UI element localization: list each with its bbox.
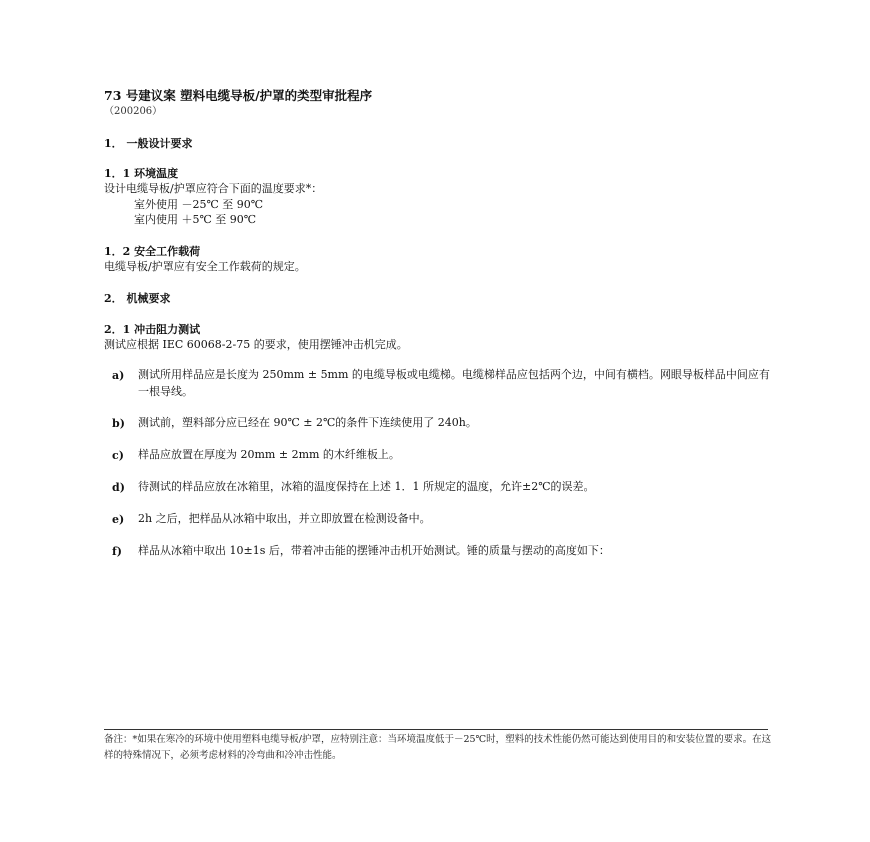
outdoor-temperature: 室外使用 －25℃ 至 90℃	[134, 198, 264, 211]
footnote-divider	[104, 729, 768, 730]
list-item-label: b)	[112, 417, 125, 430]
list-item-label: e)	[112, 513, 125, 526]
footnote: 备注：*如果在寒冷的环境中使用塑料电缆导板/护罩，应特别注意：当环境温度低于－25℃时，塑料的技术性能仍然可能达到使用目的和安装位置的要求。在这样的特殊情况下，必须考虑材料的冷弯曲和冷冲击性能。	[104, 734, 772, 761]
list-item-text: 测试前，塑料部分应已经在 90℃ ± 2℃的条件下连续使用了 240h。	[138, 416, 477, 429]
section-1-1-intro: 设计电缆导板/护罩应符合下面的温度要求*：	[104, 182, 323, 195]
section-1-2-text: 电缆导板/护罩应有安全工作载荷的规定。	[104, 260, 306, 273]
list-item-text: 2h 之后，把样品从冰箱中取出，并立即放置在检测设备中。	[138, 512, 431, 525]
section-1-heading: 1． 一般设计要求	[104, 137, 193, 150]
section-1-1-heading: 1．1 环境温度	[104, 167, 179, 180]
doc-code: （200206）	[104, 106, 163, 117]
section-1-2-heading: 1．2 安全工作载荷	[104, 245, 201, 258]
list-item-label: d)	[112, 481, 125, 494]
indoor-temperature: 室内使用 ＋5℃ 至 90℃	[134, 213, 257, 226]
section-2-heading: 2． 机械要求	[104, 292, 171, 305]
list-item-label: f)	[112, 545, 122, 558]
section-2-1-text: 测试应根据 IEC 60068-2-75 的要求，使用摆锤冲击机完成。	[104, 338, 408, 351]
list-item-label: c)	[112, 449, 124, 462]
section-2-1-heading: 2．1 冲击阻力测试	[104, 323, 201, 336]
doc-title: 73 号建议案 塑料电缆导板/护罩的类型审批程序	[104, 88, 373, 103]
list-item-text: 样品应放置在厚度为 20mm ± 2mm 的木纤维板上。	[138, 448, 400, 461]
list-item-label: a)	[112, 369, 125, 382]
list-item-text: 测试所用样品应是长度为 250mm ± 5mm 的电缆导板或电缆梯。电缆梯样品应包括两个边，中间有横档。网眼导板样品中间应有一根导线。	[138, 368, 770, 398]
list-item-text: 待测试的样品应放在冰箱里，冰箱的温度保持在上述 1．1 所规定的温度，允许±2℃的误差。	[138, 480, 595, 493]
list-item-text: 样品从冰箱中取出 10±1s 后，带着冲击能的摆锤冲击机开始测试。锤的质量与摆动的高度如下：	[138, 544, 610, 557]
